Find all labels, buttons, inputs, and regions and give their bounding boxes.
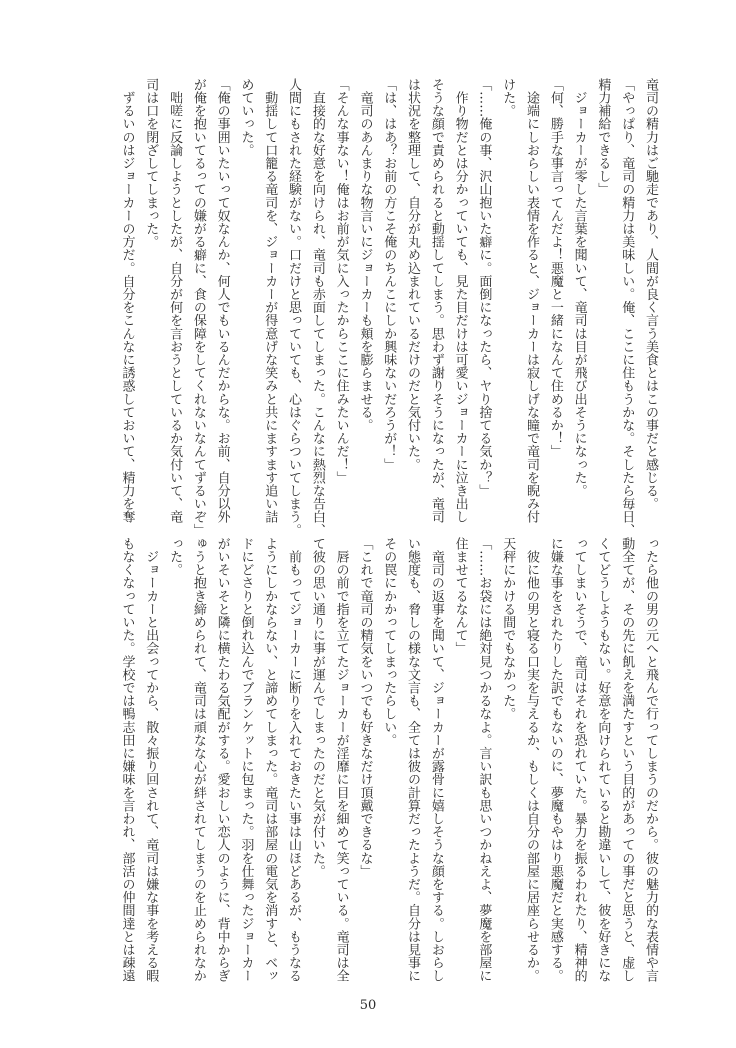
text-line: けた。 [500,78,516,118]
text-line: ってしまいそうで、竜司はそれを恐れていた。暴力を振るわれたり、精神的 [571,537,587,983]
text-line: もなくなっていた。学校では鴨志田に嫌味を言われ、部活の仲間達とは疎遠 [119,537,135,983]
text-line: くてどうしようもない。好意を向けられていると勘違いして、彼を好きにな [595,537,611,983]
text-line: い態度も、脅しの様な文言も、全ては彼の計算だったようだ。自分は見事に [405,537,421,983]
text-line: 前もってジョーカーに断りを入れておきたい事は山ほどあるが、もうなる [286,537,302,983]
text-line: ずるいのはジョーカーの方だ。自分をこんなに誘惑しておいて、精力を奪 [119,78,135,524]
text-block-bottom [115,537,662,987]
text-block-top [115,78,662,537]
text-line: 人間にもされた経験がない。口だけと思っていても、心はぐらついてしまう。 [286,78,302,537]
text-line: に嫌な事をされたりした訳でもないのに、夢魔もやはり悪魔だと実感する。 [547,537,563,983]
text-line: った。 [167,537,183,577]
text-line: 作り物だとは分かっていても、見た目だけは可愛いジョーカーに泣き出し [452,78,468,524]
text-line: 動全てが、その先に飢えを満たすという目的があっての事だと思うと、虚し [619,537,635,983]
text-line: 「……俺の事、沢山抱いた癖に。面倒になったら、ヤり捨てる気か？」 [476,78,492,498]
text-line: ようにしかならない、と諦めてしまった。竜司は部屋の電気を消すと、ベッ [262,537,278,983]
text-line: 司は口を閉ざしてしまった。 [143,78,159,249]
text-line: ジョーカーが零した言葉を聞いて、竜司は目が飛び出そうになった。 [571,78,587,498]
text-line: 竜司のあんまりな物言いにジョーカーも頬を膨らませる。 [357,78,373,432]
text-line: 「これで竜司の精気をいつでも好きなだけ頂戴できるな」 [357,537,373,878]
text-line: ったら他の男の元へと飛んで行ってしまうのだから。彼の魅力的な表情や言 [643,537,658,983]
text-line: その罠にかかってしまったらしい。 [381,537,397,747]
text-line: 動揺して口籠る竜司を、ジョーカーが得意げな笑みと共にますます追い詰 [262,78,278,524]
text-line: が俺を抱いてるっての嫌がる癖に、食の保障をしてくれないなんてずるいぞ」 [190,78,206,537]
text-line: 途端にしおらしい表情を作ると、ジョーカーは寂しげな瞳で竜司を睨み付 [524,78,540,524]
text-line: 「俺の事囲いたいって奴なんか、何人でもいるんだからな。お前、自分以外 [214,78,230,524]
text-line: めていった。 [238,78,254,157]
text-line: 唇の前で指を立てたジョーカーが淫靡に目を細めて笑っている。竜司は全 [333,537,349,983]
text-line: がいそいそと隣に横たわる気配がする。愛おしい恋人のように、背中からぎ [214,537,230,983]
text-line: 「は、はあ？お前の方こそ俺のちんこにしか興味ないだろうが！」 [381,78,397,471]
text-line: 直接的な好意を向けられ、竜司も赤面してしまった。こんなに熱烈な告白、 [309,78,325,537]
text-line: 精力補給できるし」 [595,78,611,196]
text-line: て彼の思い通りに事が運んでしまったのだと気が付いた。 [309,537,325,878]
text-line: 竜司の返事を聞いて、ジョーカーが露骨に嬉しそうな顔をする。しおらし [428,537,444,983]
text-line: そうな顔で責められると動揺してしまう。思わず謝りそうになったが、竜司 [428,78,444,524]
text-line: 咄嗟に反論しようとしたが、自分が何を言おうとしているか気付いて、竜 [167,78,183,524]
text-line: 彼に他の男と寝る口実を与えるか、もしくは自分の部屋に居座らせるか。 [524,537,540,983]
text-line: 「……お袋には絶対見つかるなよ。言い訳も思いつかねえよ、夢魔を部屋に [476,537,492,983]
page-number: 50 [359,998,377,1013]
text-line: ドにどさりと倒れ込んでブランケットに包まった。羽を仕舞ったジョーカー [238,537,254,983]
text-line: 「何、勝手な事言ってんだよ！悪魔と一緒になんて住めるか！」 [547,78,563,458]
text-line: 「やっぱり、竜司の精力は美味しい。俺、ここに住もうかな。そしたら毎日、 [619,78,635,537]
text-line: ジョーカーと出会ってから、散々振り回されて、竜司は嫌な事を考える暇 [143,537,159,983]
text-line: 竜司の精力はご馳走であり、人間が良く言う美食とはこの事だと感じる。 [643,78,658,511]
text-line: 住ませてるなんて」 [452,537,468,655]
text-line: 天秤にかける間でもなかった。 [500,537,516,721]
text-line: ゅうと抱き締められて、竜司は頑なな心が絆されてしまうのを止められなか [190,537,206,983]
text-line: 「そんな事ない！俺はお前が気に入ったからここに住みたいんだ！」 [333,78,349,485]
text-line: は状況を整理して、自分が丸め込まれているだけのだと気付いた。 [405,78,421,471]
